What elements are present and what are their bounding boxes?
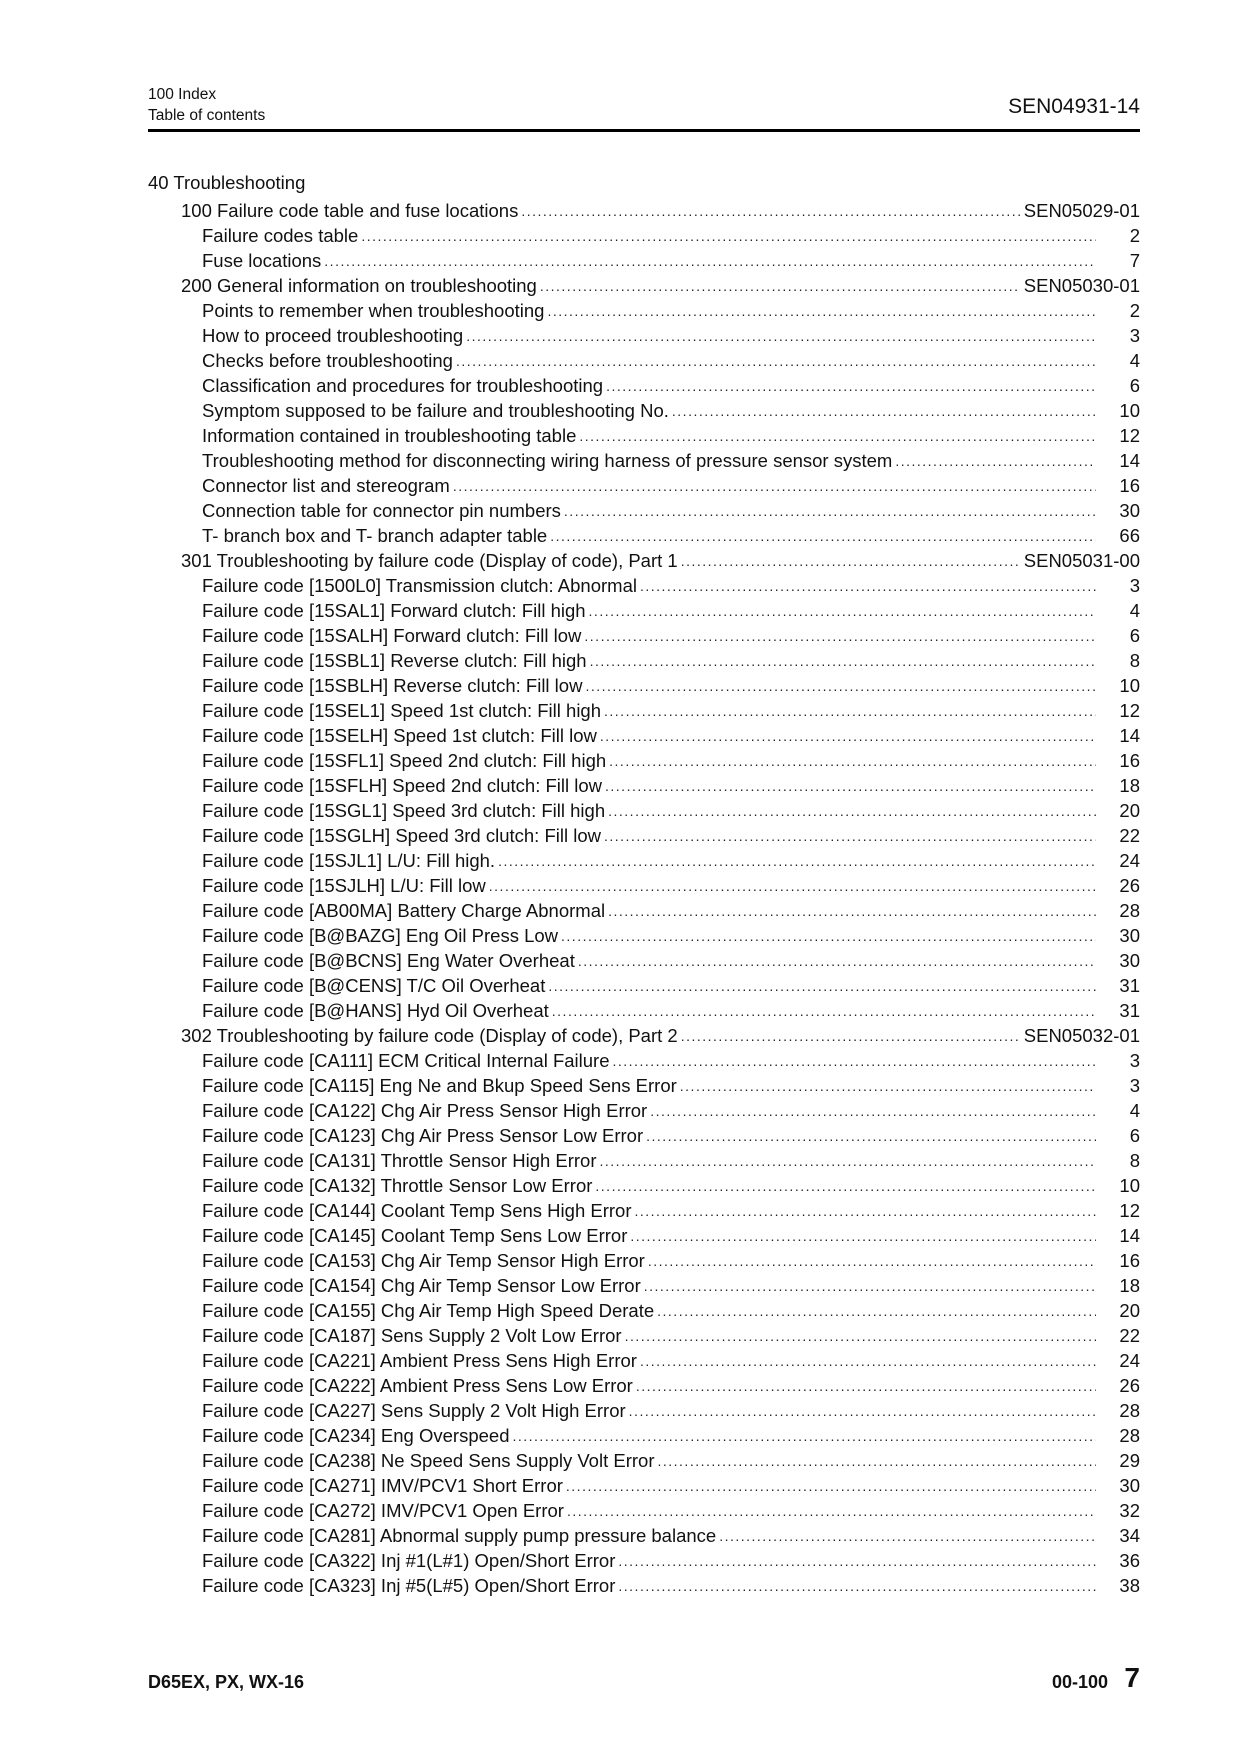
toc-entry-row[interactable] (148, 625, 1140, 650)
toc-entry-title: Failure code [CA271] IMV/PCV1 Short Error (202, 1475, 563, 1496)
toc-page-number: 10 (1119, 675, 1140, 696)
toc-entry-title: Failure codes table (202, 225, 359, 246)
toc-entry-row[interactable] (148, 400, 1140, 425)
dot-leader (585, 674, 1096, 696)
toc-entry-title: Failure code [CA222] Ambient Press Sens Low Error (202, 1375, 633, 1396)
toc-entry-title: Failure code [CA323] Inj #5(L#5) Open/Short Error (202, 1575, 616, 1596)
toc-page-number: 20 (1119, 800, 1140, 821)
toc-page-number: 3 (1129, 325, 1140, 346)
toc-entry-row[interactable] (148, 1475, 1140, 1500)
toc-entry-title: Failure code [15SFL1] Speed 2nd clutch: Fill high (202, 750, 607, 771)
toc-page-number: 28 (1119, 900, 1140, 921)
toc-page-number: 12 (1119, 700, 1140, 721)
dot-leader (456, 349, 1096, 371)
toc-page-number: 30 (1119, 1475, 1140, 1496)
dot-leader (466, 324, 1096, 346)
toc-page-number: 30 (1119, 950, 1140, 971)
toc-entry-title: Failure code [CA155] Chg Air Temp High Speed Derate (202, 1300, 655, 1321)
toc-entry-row[interactable] (148, 350, 1140, 375)
toc-page-number: 22 (1119, 825, 1140, 846)
toc-entry-title: Fuse locations (202, 250, 322, 271)
toc-page-number: 12 (1119, 1200, 1140, 1221)
toc-entry-row[interactable] (148, 500, 1140, 525)
toc-entry-title: Failure code [CA187] Sens Supply 2 Volt Low Error (202, 1325, 622, 1346)
toc-entry-row[interactable] (148, 250, 1140, 275)
toc-page-number: 66 (1119, 525, 1140, 546)
dot-leader (561, 924, 1096, 946)
toc-entry-title: Failure code [1500L0] Transmission clutch: Abnormal (202, 575, 637, 596)
toc-entry-row[interactable] (148, 850, 1140, 875)
toc-entry-row[interactable] (148, 1275, 1140, 1300)
toc-entry-title: Troubleshooting method for disconnecting wiring harness of pressure sensor system (202, 450, 893, 471)
toc-page-number: 10 (1119, 400, 1140, 421)
dot-leader (618, 1574, 1096, 1596)
toc-page-number: 30 (1119, 500, 1140, 521)
toc-entry-title: Information contained in troubleshooting table (202, 425, 577, 446)
dot-leader (552, 999, 1096, 1021)
toc-entry-title: Failure code [B@BAZG] Eng Oil Press Low (202, 925, 559, 946)
toc-entry-row[interactable] (148, 1525, 1140, 1550)
toc-entry-title: Failure code [15SAL1] Forward clutch: Fill high (202, 600, 586, 621)
toc-page-number: 3 (1129, 1075, 1140, 1096)
toc-entry-row[interactable] (148, 1175, 1140, 1200)
page-header (148, 86, 1140, 130)
dot-leader (564, 499, 1096, 521)
toc-entry-row[interactable] (148, 700, 1140, 725)
toc-entry-row[interactable] (148, 525, 1140, 550)
toc-doc-ref: SEN05030-01 (1023, 275, 1140, 296)
toc-entry-title: Failure code [B@BCNS] Eng Water Overheat (202, 950, 575, 971)
toc-entry-row[interactable] (148, 725, 1140, 750)
toc-page-number: 12 (1119, 425, 1140, 446)
toc-entry-title: Failure code [15SJLH] L/U: Fill low (202, 875, 486, 896)
toc-page-number: 14 (1119, 1225, 1140, 1246)
toc-entry-row[interactable] (148, 825, 1140, 850)
toc-entry-row[interactable] (148, 775, 1140, 800)
toc-page-number: 4 (1129, 1100, 1140, 1121)
toc-page-number: 38 (1119, 1575, 1140, 1596)
toc-page-number: 30 (1119, 925, 1140, 946)
dot-leader (618, 1549, 1096, 1571)
dot-leader (540, 274, 1020, 296)
toc-entry-title: Failure code [CA234] Eng Overspeed (202, 1425, 510, 1446)
toc-entry-row[interactable] (148, 875, 1140, 900)
toc-entry-row[interactable] (148, 1450, 1140, 1475)
toc-page-number: 6 (1129, 1125, 1140, 1146)
toc-entry-row[interactable] (148, 1000, 1140, 1025)
toc-page-number: 2 (1129, 300, 1140, 321)
footer-code: 00-100 (1051, 1672, 1108, 1692)
toc-entry-title: Failure code [CA122] Chg Air Press Sensor High Error (202, 1100, 648, 1121)
toc-entry-row[interactable] (148, 950, 1140, 975)
dot-leader (650, 1099, 1096, 1121)
dot-leader (567, 1499, 1096, 1521)
toc-entry-title: Failure code [CA111] ECM Critical Internal Failure (202, 1050, 610, 1071)
toc-entry-title: Failure code [CA221] Ambient Press Sens High Error (202, 1350, 637, 1371)
dot-leader (681, 549, 1020, 571)
toc-entry-title: Failure code [15SJL1] L/U: Fill high. (202, 850, 496, 871)
dot-leader (644, 1274, 1096, 1296)
toc-entry-title: 100 Failure code table and fuse locations (181, 200, 519, 221)
toc-entry-title: Failure code [B@HANS] Hyd Oil Overheat (202, 1000, 549, 1021)
toc-doc-ref: SEN05032-01 (1023, 1025, 1140, 1046)
toc-page-number: 24 (1119, 1350, 1140, 1371)
toc-entry-row[interactable] (148, 1400, 1140, 1425)
toc-chapter-row[interactable] (148, 275, 1140, 300)
toc-entry-row[interactable] (148, 450, 1140, 475)
toc-page-number: 22 (1119, 1325, 1140, 1346)
header-section-label: 100 Index (148, 86, 217, 103)
toc-page-number: 34 (1119, 1525, 1140, 1546)
toc-page-number: 4 (1129, 600, 1140, 621)
dot-leader (498, 849, 1096, 871)
dot-leader (361, 224, 1096, 246)
toc-entry-row[interactable] (148, 1100, 1140, 1125)
toc-entry-row[interactable] (148, 750, 1140, 775)
toc-page-number: 24 (1119, 850, 1140, 871)
toc-entry-title: Failure code [CA227] Sens Supply 2 Volt High Error (202, 1400, 626, 1421)
toc-entry-title: Checks before troubleshooting (202, 350, 453, 371)
dot-leader (453, 474, 1096, 496)
toc-entry-title: Failure code [15SFLH] Speed 2nd clutch: Fill low (202, 775, 603, 796)
toc-entry-title: 301 Troubleshooting by failure code (Display of code), Part 1 (181, 550, 678, 571)
toc-entry-title: Classification and procedures for troubleshooting (202, 375, 604, 396)
dot-leader (512, 1424, 1096, 1446)
dot-leader (629, 1399, 1096, 1421)
toc-page-number: 7 (1129, 250, 1140, 271)
toc-entry-title: Failure code [15SGL1] Speed 3rd clutch: Fill high (202, 800, 606, 821)
toc-entry-row[interactable] (148, 1250, 1140, 1275)
toc-doc-ref: SEN05029-01 (1023, 200, 1140, 221)
toc-entry-row[interactable] (148, 575, 1140, 600)
toc-entry-title: Failure code [15SBL1] Reverse clutch: Fill high (202, 650, 587, 671)
toc-entry-row[interactable] (148, 800, 1140, 825)
toc-page-number: 18 (1119, 775, 1140, 796)
toc-page-number: 31 (1119, 975, 1140, 996)
toc-entry-title: Failure code [B@CENS] T/C Oil Overheat (202, 975, 546, 996)
dot-leader (547, 299, 1096, 321)
dot-leader (636, 1374, 1096, 1396)
dot-leader (630, 1224, 1096, 1246)
toc-page-number: 31 (1119, 1000, 1140, 1021)
dot-leader (648, 1249, 1096, 1271)
toc-entry-title: Failure code [CA145] Coolant Temp Sens Low Error (202, 1225, 628, 1246)
toc-entry-row[interactable] (148, 300, 1140, 325)
toc-page-number: 28 (1119, 1425, 1140, 1446)
toc-entry-title: Connector list and stereogram (202, 475, 450, 496)
toc-entry-row[interactable] (148, 600, 1140, 625)
toc-page-number: 26 (1119, 1375, 1140, 1396)
dot-leader (646, 1124, 1096, 1146)
footer-page-number: 7 (1124, 1662, 1140, 1693)
toc-entry-title: Failure code [CA322] Inj #1(L#1) Open/Short Error (202, 1550, 616, 1571)
toc-entry-row[interactable] (148, 225, 1140, 250)
toc-entry-row[interactable] (148, 1325, 1140, 1350)
dot-leader (625, 1324, 1096, 1346)
dot-leader (613, 1049, 1097, 1071)
dot-leader (680, 1074, 1096, 1096)
toc-entry-row[interactable] (148, 425, 1140, 450)
dot-leader (489, 874, 1096, 896)
toc-entry-row[interactable] (148, 650, 1140, 675)
dot-leader (566, 1474, 1096, 1496)
header-rule (148, 129, 1140, 132)
toc-entry-title: Failure code [15SELH] Speed 1st clutch: Fill low (202, 725, 597, 746)
toc-entry-row[interactable] (148, 475, 1140, 500)
toc-page-number: 3 (1129, 1050, 1140, 1071)
toc-page-number: 26 (1119, 875, 1140, 896)
toc-entry-title: How to proceed troubleshooting (202, 325, 464, 346)
toc-entry-row[interactable] (148, 1200, 1140, 1225)
toc-entry-row[interactable] (148, 1350, 1140, 1375)
toc-page-number: 10 (1119, 1175, 1140, 1196)
toc-entry-title: Failure code [CA132] Throttle Sensor Low Error (202, 1175, 593, 1196)
dot-leader (578, 949, 1096, 971)
toc-entry-title: Failure code [AB00MA] Battery Charge Abnormal (202, 900, 606, 921)
dot-leader (590, 649, 1096, 671)
dot-leader (604, 699, 1096, 721)
toc-entry-title: Failure code [CA115] Eng Ne and Bkup Speed Sens Error (202, 1075, 677, 1096)
section-title: 40 Troubleshooting (148, 172, 306, 193)
dot-leader (604, 824, 1096, 846)
dot-leader (595, 1174, 1096, 1196)
toc-entry-title: Failure code [CA154] Chg Air Temp Sensor Low Error (202, 1275, 641, 1296)
toc-entry-row[interactable] (148, 1575, 1140, 1600)
toc-entry-title: Failure code [CA238] Ne Speed Sens Supply Volt Error (202, 1450, 655, 1471)
toc-entry-row[interactable] (148, 925, 1140, 950)
toc-chapter-row[interactable] (148, 1025, 1140, 1050)
toc-entry-title: Points to remember when troubleshooting (202, 300, 545, 321)
toc-entry-row[interactable] (148, 375, 1140, 400)
toc-entry-row[interactable] (148, 1075, 1140, 1100)
toc-entry-row[interactable] (148, 325, 1140, 350)
dot-leader (589, 599, 1096, 621)
dot-leader (681, 1024, 1020, 1046)
toc-entry-row[interactable] (148, 1375, 1140, 1400)
dot-leader (640, 574, 1096, 596)
toc-entry-row[interactable] (148, 1425, 1140, 1450)
toc-entry-title: T- branch box and T- branch adapter table (202, 525, 548, 546)
toc-chapter-row[interactable] (148, 550, 1140, 575)
toc-entry-title: Symptom supposed to be failure and troubleshooting No. (202, 400, 669, 421)
toc-entry-title: Failure code [CA131] Throttle Sensor High Error (202, 1150, 597, 1171)
toc-entry-row[interactable] (148, 1050, 1140, 1075)
toc-entry-title: Failure code [15SALH] Forward clutch: Fill low (202, 625, 582, 646)
toc-page-number: 8 (1129, 1150, 1140, 1171)
toc-entry-title: Failure code [CA123] Chg Air Press Sensor Low Error (202, 1125, 644, 1146)
toc-entry-title: 200 General information on troubleshooting (181, 275, 537, 296)
toc-page-number: 14 (1119, 725, 1140, 746)
toc-entry-row[interactable] (148, 975, 1140, 1000)
toc-page-number: 28 (1119, 1400, 1140, 1421)
dot-leader (608, 899, 1096, 921)
toc-page-number: 6 (1129, 375, 1140, 396)
toc-entry-row[interactable] (148, 1150, 1140, 1175)
toc-page-number: 16 (1119, 475, 1140, 496)
header-subtitle: Table of contents (148, 107, 266, 124)
dot-leader (550, 524, 1096, 546)
toc-page-number: 6 (1129, 625, 1140, 646)
dot-leader (605, 774, 1096, 796)
dot-leader (548, 974, 1096, 996)
toc-entry-title: Failure code [CA281] Abnormal supply pump pressure balance (202, 1525, 717, 1546)
toc-doc-ref: SEN05031-00 (1023, 550, 1140, 571)
dot-leader (719, 1524, 1096, 1546)
toc-chapter-row[interactable] (148, 200, 1140, 225)
toc-entry-row[interactable] (148, 1550, 1140, 1575)
dot-leader (657, 1299, 1096, 1321)
dot-leader (634, 1199, 1096, 1221)
toc-entry-title: Failure code [CA144] Coolant Temp Sens High Error (202, 1200, 632, 1221)
toc-page-number: 3 (1129, 575, 1140, 596)
toc-entry-row[interactable] (148, 900, 1140, 925)
dot-leader (608, 799, 1096, 821)
toc-page-number: 36 (1119, 1550, 1140, 1571)
table-of-contents (148, 200, 1140, 1600)
toc-entry-row[interactable] (148, 1500, 1140, 1525)
dot-leader (584, 624, 1096, 646)
toc-page-number: 16 (1119, 1250, 1140, 1271)
dot-leader (657, 1449, 1096, 1471)
toc-page-number: 4 (1129, 350, 1140, 371)
toc-page-number: 16 (1119, 750, 1140, 771)
dot-leader (672, 399, 1096, 421)
toc-page-number: 14 (1119, 450, 1140, 471)
toc-entry-title: Failure code [15SGLH] Speed 3rd clutch: Fill low (202, 825, 601, 846)
toc-entry-title: Connection table for connector pin numbers (202, 500, 561, 521)
footer-model: D65EX, PX, WX-16 (148, 1672, 305, 1692)
dot-leader (609, 749, 1096, 771)
toc-entry-title: 302 Troubleshooting by failure code (Display of code), Part 2 (181, 1025, 678, 1046)
toc-page-number: 18 (1119, 1275, 1140, 1296)
document-id: SEN04931-14 (1008, 95, 1140, 118)
toc-entry-row[interactable] (148, 1125, 1140, 1150)
dot-leader (521, 199, 1019, 221)
dot-leader (324, 249, 1096, 271)
dot-leader (600, 724, 1096, 746)
dot-leader (579, 424, 1096, 446)
dot-leader (895, 449, 1096, 471)
toc-page-number: 29 (1119, 1450, 1140, 1471)
dot-leader (600, 1149, 1096, 1171)
toc-entry-title: Failure code [15SEL1] Speed 1st clutch: Fill high (202, 700, 602, 721)
toc-page-number: 2 (1129, 225, 1140, 246)
toc-entry-title: Failure code [CA272] IMV/PCV1 Open Error (202, 1500, 564, 1521)
toc-entry-title: Failure code [15SBLH] Reverse clutch: Fill low (202, 675, 583, 696)
toc-entry-title: Failure code [CA153] Chg Air Temp Sensor High Error (202, 1250, 645, 1271)
toc-page-number: 20 (1119, 1300, 1140, 1321)
toc-entry-row[interactable] (148, 1300, 1140, 1325)
toc-page-number: 32 (1119, 1500, 1140, 1521)
toc-entry-row[interactable] (148, 1225, 1140, 1250)
dot-leader (640, 1349, 1096, 1371)
toc-entry-row[interactable] (148, 675, 1140, 700)
dot-leader (606, 374, 1096, 396)
toc-page-number: 8 (1129, 650, 1140, 671)
